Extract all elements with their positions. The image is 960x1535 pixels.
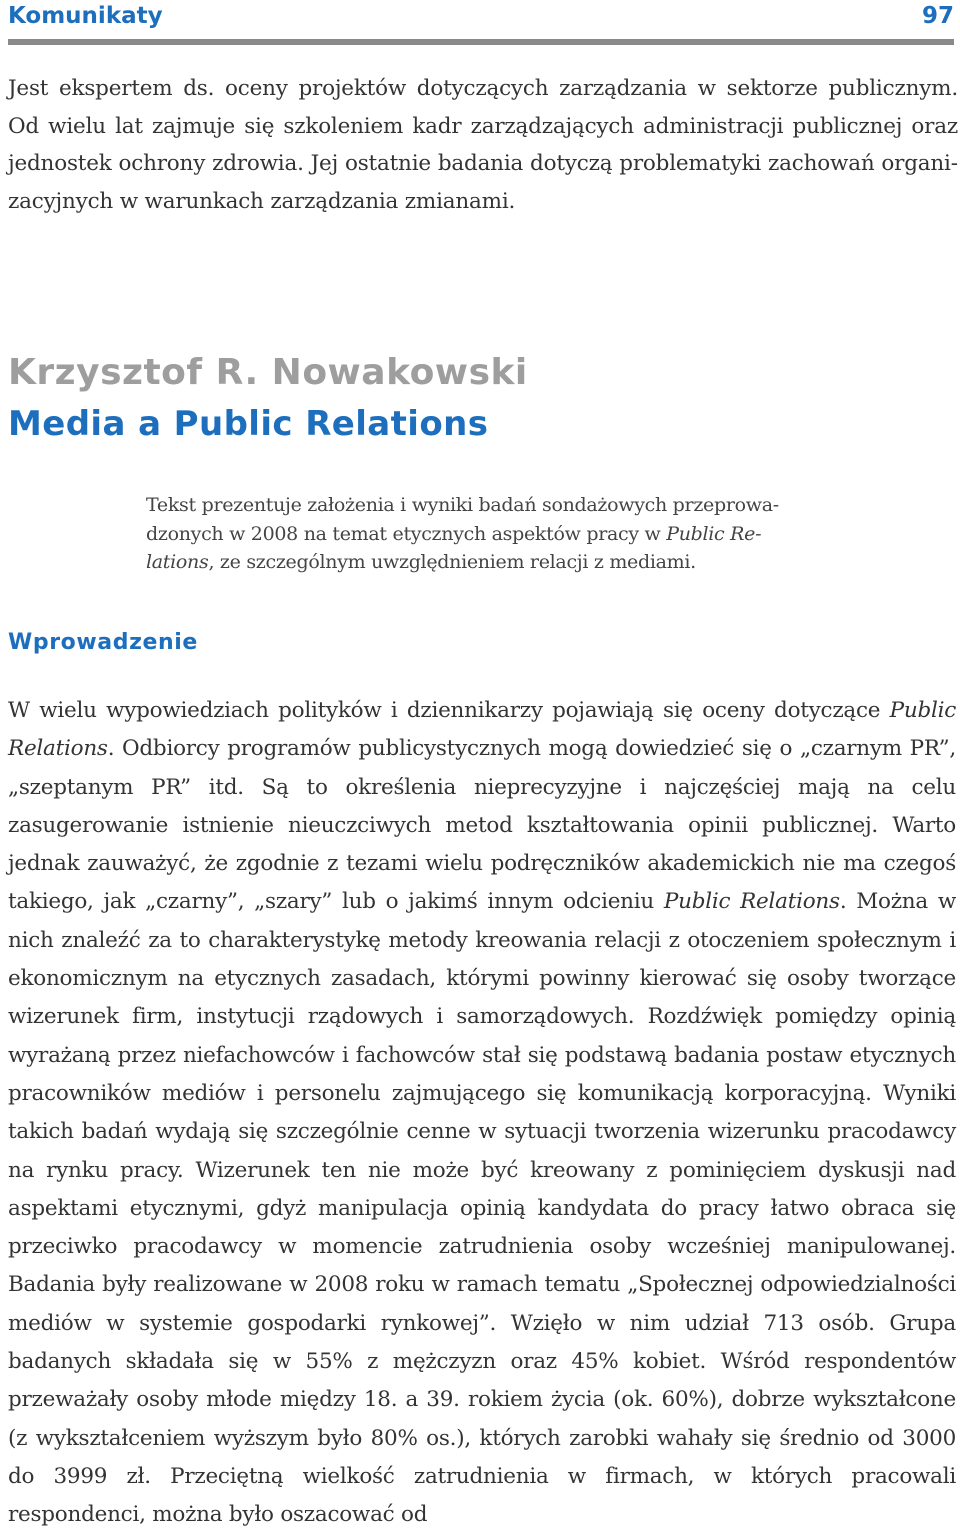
header-section-name: Komunikaty [8, 3, 163, 29]
body-emphasis-2: Public Relations [663, 889, 840, 915]
body-text-middle: . Odbiorcy programów publicystycznych mogą dowiedzieć się o „czarnym PR”, „szeptanym PR” itd. Są to określenia nieprecyzyjne i najczęściej mają na celu zasugerowanie istnienie nieuczciwych metod kształtowania opinii publicznej. Warto jednak zauważyć, że zgodnie z tezami wielu podręczników akademickich nie ma czegoś takiego, jak „czarny”, „szary” lub o jakimś innym odcieniu [8, 736, 956, 915]
running-header [8, 0, 954, 32]
page-number: 97 [921, 3, 954, 29]
body-emphasis-1: Public Relations [8, 698, 956, 762]
article-author: Krzysztof R. Nowakowski [8, 352, 528, 393]
author-bio-paragraph: Jest ekspertem ds. oceny projektów dotyczących zarządzania w sektorze publicznym. Od wielu lat zajmuje się szkoleniem kadr zarządzających administracji publicznej oraz jednostek ochrony zdrowia. Jej ostatnie badania dotyczą problematyki zachowań organizacyjnych w warunkach zarządzania zmianami. [8, 76, 958, 214]
header-rule [8, 39, 954, 45]
article-abstract [146, 491, 810, 577]
abstract-text: Tekst prezentuje założenia i wyniki badań sondażowych przeprowadzonych w 2008 na temat etycznych aspektów pracy w [146, 494, 780, 545]
body-text-start: W wielu wypowiedziach polityków i dziennikarzy pojawiają się oceny dotyczące [8, 698, 890, 723]
body-text-end: . Można w nich znaleźć za to charakterystykę metody kreowania relacji z otoczeniem społecznym i ekonomicznym na etycznych zasadach, którymi powinny kierować się osoby tworzące wizerunek firm, instytucji rządowych i samorządowych. Rozdźwięk pomiędzy opinią wyrażaną przez niefachowców i fachowców stał się podstawą badania postaw etycznych pracowników mediów i personelu zajmującego się komunikacją korporacyjną. Wyniki takich badań wydają się szczególnie cenne w sytuacji tworzenia wizerunku pracodawcy na rynku pracy. Wizerunek ten nie może być kreowany z pominięciem dyskusji nad aspektami etycznymi, gdyż manipulacja opinią kandydata do pracy łatwo obraca się przeciwko pracodawcy w momencie zatrudnienia osoby wcześniej manipulowanej. Badania były realizowane w 2008 roku w ramach tematu „Społecznej odpowiedzialności mediów w systemie gospodarki rynkowej”. Wzięło w nim udział 713 osób. Grupa badanych składała się w 55% z mężczyzn oraz 45% kobiet. Wśród respondentów przeważały osoby młode między 18. a 39. rokiem życia (ok. 60%), dobrze wykształcone (z wykształceniem wyższym było 80% os.), których zarobki wahały się średnio od 3000 do 3999 zł. Przeciętną wielkość zatrudnienia w firmach, w których pracowali respondenci, można było oszacować od [8, 889, 956, 1528]
body-paragraph [8, 692, 956, 1535]
abstract-text-end: , ze szczególnym uwzględnieniem relacji z mediami. [208, 551, 696, 573]
article-title: Media a Public Relations [8, 404, 489, 444]
abstract-emphasis: Public Relations [146, 522, 762, 573]
section-heading: Wprowadzenie [8, 630, 198, 655]
